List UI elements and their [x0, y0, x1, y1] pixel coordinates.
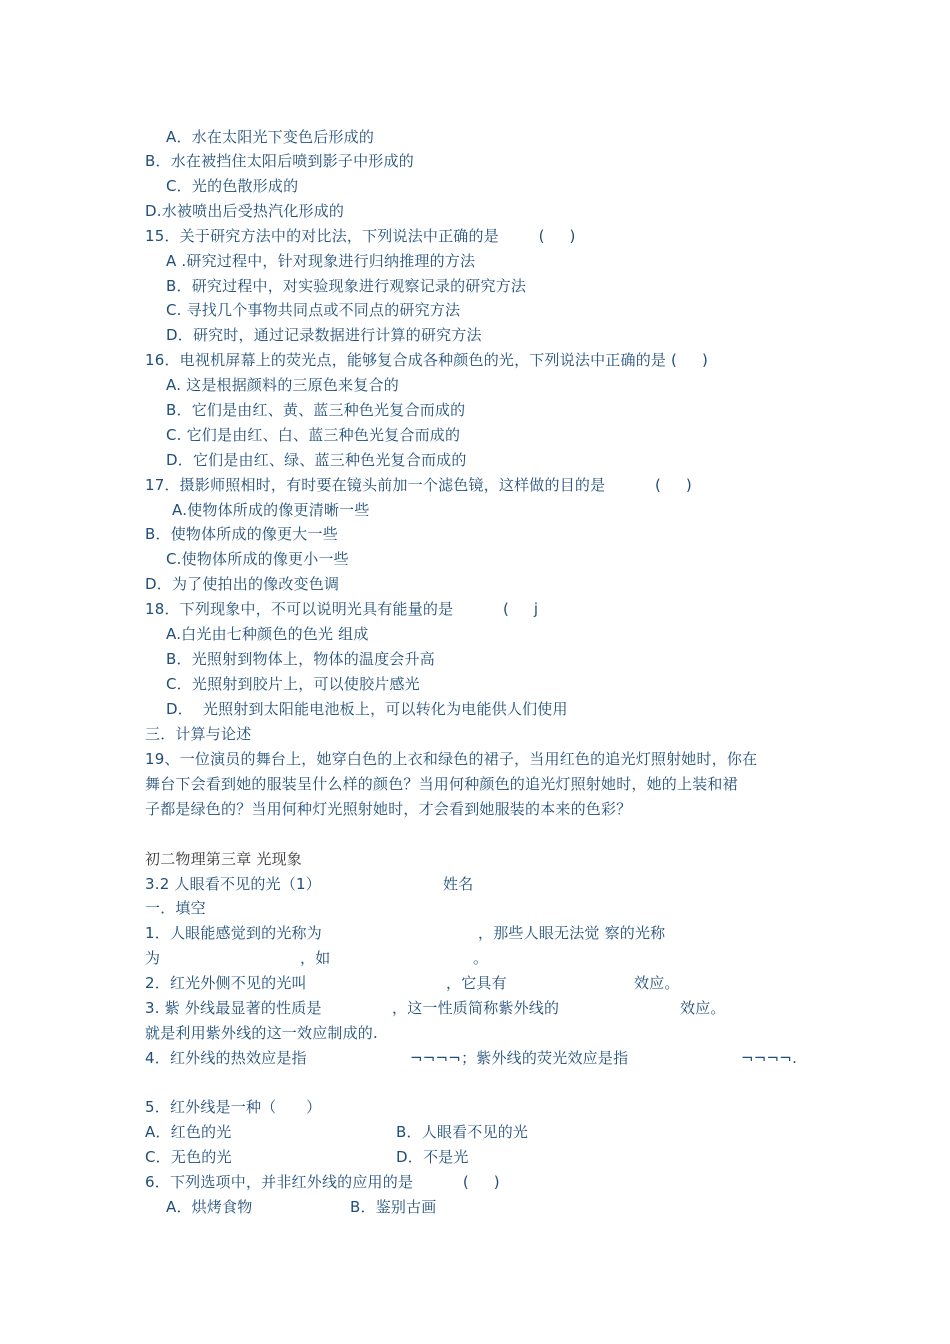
question-19-line-3: 子都是绿色的？当用何种灯光照射她时，才会看到她服装的本来的色彩？ — [145, 800, 632, 818]
question-3: 3. 紫 外线最显著的性质是 — [145, 999, 322, 1017]
question-3-line-2: 就是利用紫外线的这一效应制成的. — [145, 1024, 378, 1042]
question-16: 16．电视机屏幕上的荧光点，能够复合成各种颜色的光，下列说法中正确的是 ( ) — [145, 351, 709, 369]
option-c: C．光照射到胶片上，可以使胶片感光 — [166, 675, 420, 693]
option-b: B．它们是由红、黄、蓝三种色光复合而成的 — [166, 401, 466, 419]
option-a: A.白光由七种颜色的色光 组成 — [166, 625, 369, 643]
question-4-end: ¬¬¬¬. — [741, 1049, 798, 1067]
chapter-title: 初二物理第三章 光现象 — [145, 850, 302, 868]
question-1-part-2: ，那些人眼无法觉 察的光称 — [478, 924, 666, 942]
option-a: A．红色的光 — [145, 1123, 232, 1141]
option-b: B．研究过程中，对实验现象进行观察记录的研究方法 — [166, 277, 527, 295]
option-b: B．鉴别古画 — [350, 1198, 437, 1216]
question-4: 4．红外线的热效应是指 — [145, 1049, 307, 1067]
question-5: 5．红外线是一种（ ） — [145, 1098, 322, 1116]
option-c: C．光的色散形成的 — [166, 177, 299, 195]
section-heading-3: 三．计算与论述 — [145, 725, 252, 743]
question-18: 18．下列现象中，不可以说明光具有能量的是 ( j — [145, 600, 539, 618]
option-b: B．光照射到物体上，物体的温度会升高 — [166, 650, 435, 668]
option-b: B．人眼看不见的光 — [396, 1123, 529, 1141]
question-4-part-2: ¬¬¬¬；紫外线的荧光效应是指 — [410, 1049, 629, 1067]
option-c: C．无色的光 — [145, 1148, 232, 1166]
option-a: A．烘烤食物 — [166, 1198, 253, 1216]
name-label: 姓名 — [443, 875, 474, 893]
option-a: A．水在太阳光下变色后形成的 — [166, 128, 375, 146]
option-d: D．研究时，通过记录数据进行计算的研究方法 — [166, 326, 482, 344]
question-19-line-1: 19、一位演员的舞台上，她穿白色的上衣和绿色的裙子，当用红色的追光灯照射她时，你在 — [145, 750, 758, 768]
question-1-end: 。 — [473, 949, 489, 967]
option-c: C. 寻找几个事物共同点或不同点的研究方法 — [166, 301, 461, 319]
question-1-line-2: 为 — [145, 949, 161, 967]
option-a: A. 这是根据颜料的三原色来复合的 — [166, 376, 399, 394]
option-d: D．它们是由红、绿、蓝三种色光复合而成的 — [166, 451, 467, 469]
option-d: D． 光照射到太阳能电池板上，可以转化为电能供人们使用 — [166, 700, 568, 718]
option-d: D.水被喷出后受热汽化形成的 — [145, 202, 345, 220]
question-3-end: 效应。 — [680, 999, 726, 1017]
option-b: B．水在被挡住太阳后喷到影子中形成的 — [145, 152, 414, 170]
question-2: 2．红光外侧不见的光叫 — [145, 974, 307, 992]
option-a: A.使物体所成的像更清晰一些 — [172, 501, 370, 519]
question-2-part-2: ，它具有 — [446, 974, 507, 992]
option-d: D．不是光 — [396, 1148, 469, 1166]
question-2-end: 效应。 — [634, 974, 680, 992]
option-b: B．使物体所成的像更大一些 — [145, 525, 338, 543]
option-c: C.使物体所成的像更小一些 — [166, 550, 349, 568]
question-1-example: ，如 — [300, 949, 331, 967]
question-6: 6．下列选项中，并非红外线的应用的是 ( ) — [145, 1173, 500, 1191]
option-d: D．为了使拍出的像改变色调 — [145, 575, 340, 593]
question-15: 15．关于研究方法中的对比法，下列说法中正确的是 ( ) — [145, 227, 576, 245]
question-17: 17．摄影师照相时，有时要在镜头前加一个滤色镜，这样做的目的是 ( ) — [145, 476, 692, 494]
option-a: A .研究过程中，针对现象进行归纳推理的方法 — [166, 252, 476, 270]
section-heading-1: 一．填空 — [145, 899, 206, 917]
lesson-title: 3.2 人眼看不见的光（1） — [145, 875, 321, 893]
question-1: 1．人眼能感觉到的光称为 — [145, 924, 322, 942]
question-19-line-2: 舞台下会看到她的服装呈什么样的颜色？当用何种颜色的追光灯照射她时，她的上装和裙 — [145, 775, 738, 793]
question-3-part-2: ，这一性质简称紫外线的 — [392, 999, 560, 1017]
option-c: C. 它们是由红、白、蓝三种色光复合而成的 — [166, 426, 461, 444]
